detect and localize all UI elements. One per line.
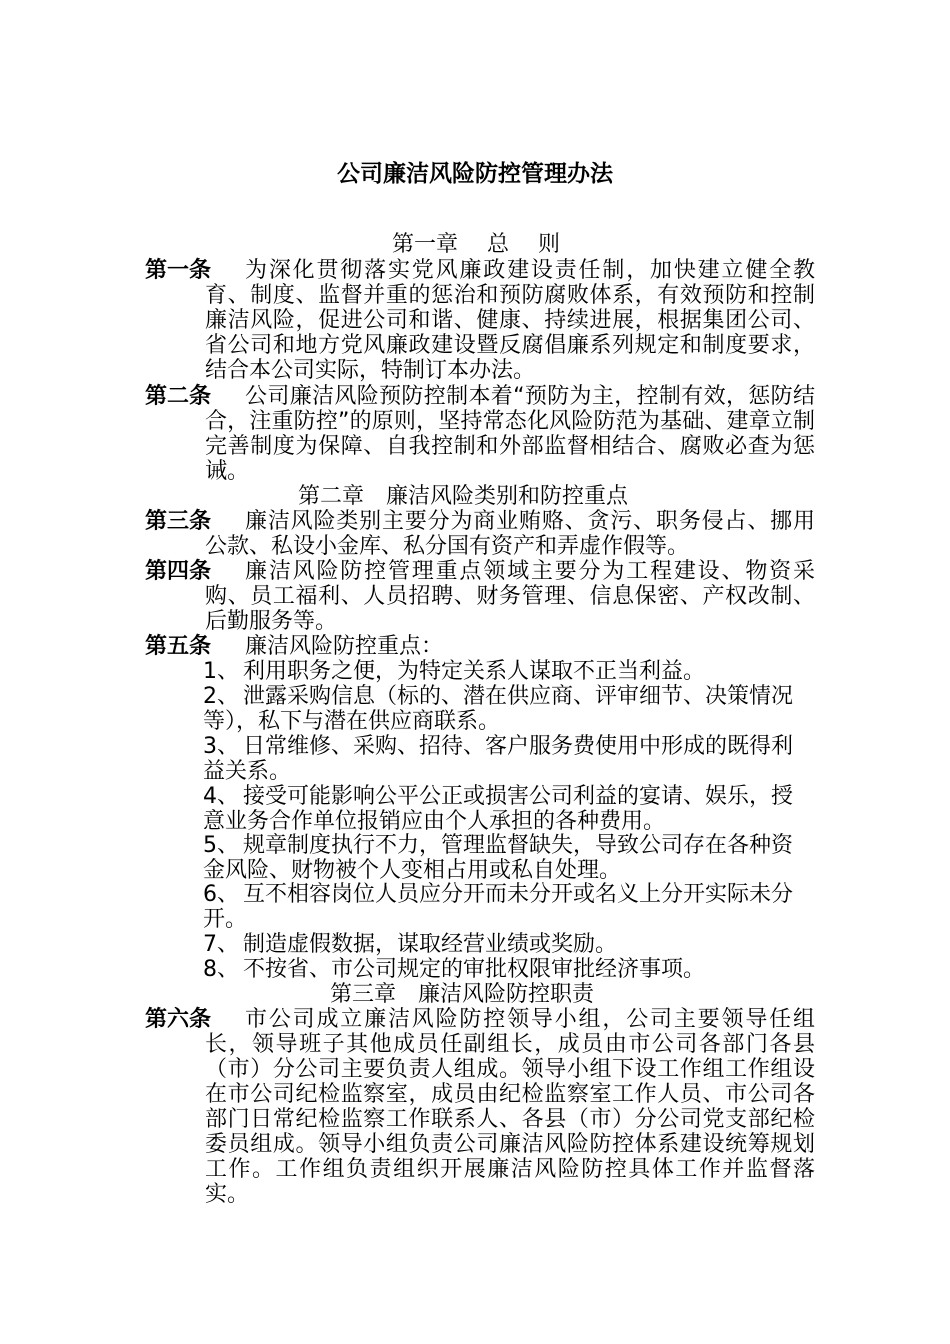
list-item-text: 规章制度执行不力，管理监督缺失，导致公司存在各种资金风险、财物被个人变相占用或私自处理。	[203, 833, 794, 883]
article-text: 为深化贯彻落实党风廉政建设责任制，加快建立健全教育、制度、监督并重的惩治和预防腐败体系，有效预防和控制廉洁风险，促进公司和谐、健康、持续进展，根据集团公司、省公司和地方党风廉政建设暨反腐倡廉系列规定和制度要求，结合本公司实际，特制订本办法。	[205, 258, 815, 383]
article-text: 廉洁风险防控管理重点领域主要分为工程建设、物资采购、员工福利、人员招聘、财务管理、信息保密、产权改制、后勤服务等。	[205, 559, 815, 634]
article-label: 第五条	[145, 634, 212, 659]
list-item-number: 2、	[203, 684, 239, 709]
article-label: 第一条	[145, 258, 212, 283]
list-item-number: 5、	[203, 833, 239, 858]
list-item	[203, 932, 813, 957]
list-item-number: 3、	[203, 734, 239, 759]
chapter-heading-1: 第一章 总 则	[392, 232, 560, 257]
article-4	[145, 559, 815, 634]
list-item	[203, 684, 813, 734]
list-item-number: 6、	[203, 882, 239, 907]
article-text: 市公司成立廉洁风险防控领导小组，公司主要领导任组长，领导班子其他成员任副组长，成员由市公司各部门各县（市）分公司主要负责人组成。领导小组下设工作组工作组设在市公司纪检监察室，成员由纪检监察室工作人员、市公司各部门日常纪检监察工作联系人、各县（市）分公司党支部纪检委员组成。领导小组负责公司廉洁风险防控体系建设统筹规划工作。工作组负责组织开展廉洁风险防控具体工作并监督落实。	[205, 1007, 815, 1207]
article-label: 第二条	[145, 384, 212, 409]
article-text: 廉洁风险类别主要分为商业贿赂、贪污、职务侵占、挪用公款、私设小金库、私分国有资产和弄虚作假等。	[205, 509, 815, 559]
list-item-text: 利用职务之便，为特定关系人谋取不正当利益。	[243, 659, 706, 684]
chapter-heading-3: 第三章 廉洁风险防控职责	[330, 982, 595, 1007]
list-item-text: 接受可能影响公平公正或损害公司利益的宴请、娱乐，授意业务合作单位报销应由个人承担的各种费用。	[203, 784, 794, 834]
article-text: 廉洁风险防控重点：	[245, 634, 444, 659]
list-item	[203, 734, 813, 784]
article-6	[145, 1007, 815, 1207]
list-item-number: 1、	[203, 659, 239, 684]
list-item-text: 互不相容岗位人员应分开而未分开或名义上分开实际未分开。	[203, 882, 794, 932]
article-label: 第三条	[145, 509, 212, 534]
list-item-number: 7、	[203, 932, 239, 957]
article-3	[145, 509, 815, 559]
list-item-text: 制造虚假数据，谋取经营业绩或奖励。	[243, 932, 618, 957]
article-label: 第六条	[145, 1007, 212, 1032]
list-item-text: 不按省、市公司规定的审批权限审批经济事项。	[243, 957, 706, 982]
article-label: 第四条	[145, 559, 212, 584]
list-item-number: 4、	[203, 784, 239, 809]
list-item	[203, 659, 813, 684]
list-item	[203, 833, 813, 883]
list-item	[203, 784, 813, 834]
article-1	[145, 258, 815, 383]
list-item-text: 泄露采购信息（标的、潜在供应商、评审细节、决策情况等），私下与潜在供应商联系。	[203, 684, 794, 734]
list-item-text: 日常维修、采购、招待、客户服务费使用中形成的既得利益关系。	[203, 734, 794, 784]
list-item	[203, 957, 813, 982]
document-title: 公司廉洁风险防控管理办法	[337, 161, 613, 187]
chapter-heading-2: 第二章 廉洁风险类别和防控重点	[298, 484, 629, 509]
article-2	[145, 384, 815, 484]
article-text: 公司廉洁风险预防控制本着“预防为主，控制有效，惩防结合，注重防控”的原则，坚持常态化风险防范为基础、建章立制完善制度为保障、自我控制和外部监督相结合、腐败必查为惩诫。	[205, 384, 815, 484]
list-item	[203, 882, 813, 932]
list-item-number: 8、	[203, 957, 239, 982]
article-5	[145, 634, 815, 659]
